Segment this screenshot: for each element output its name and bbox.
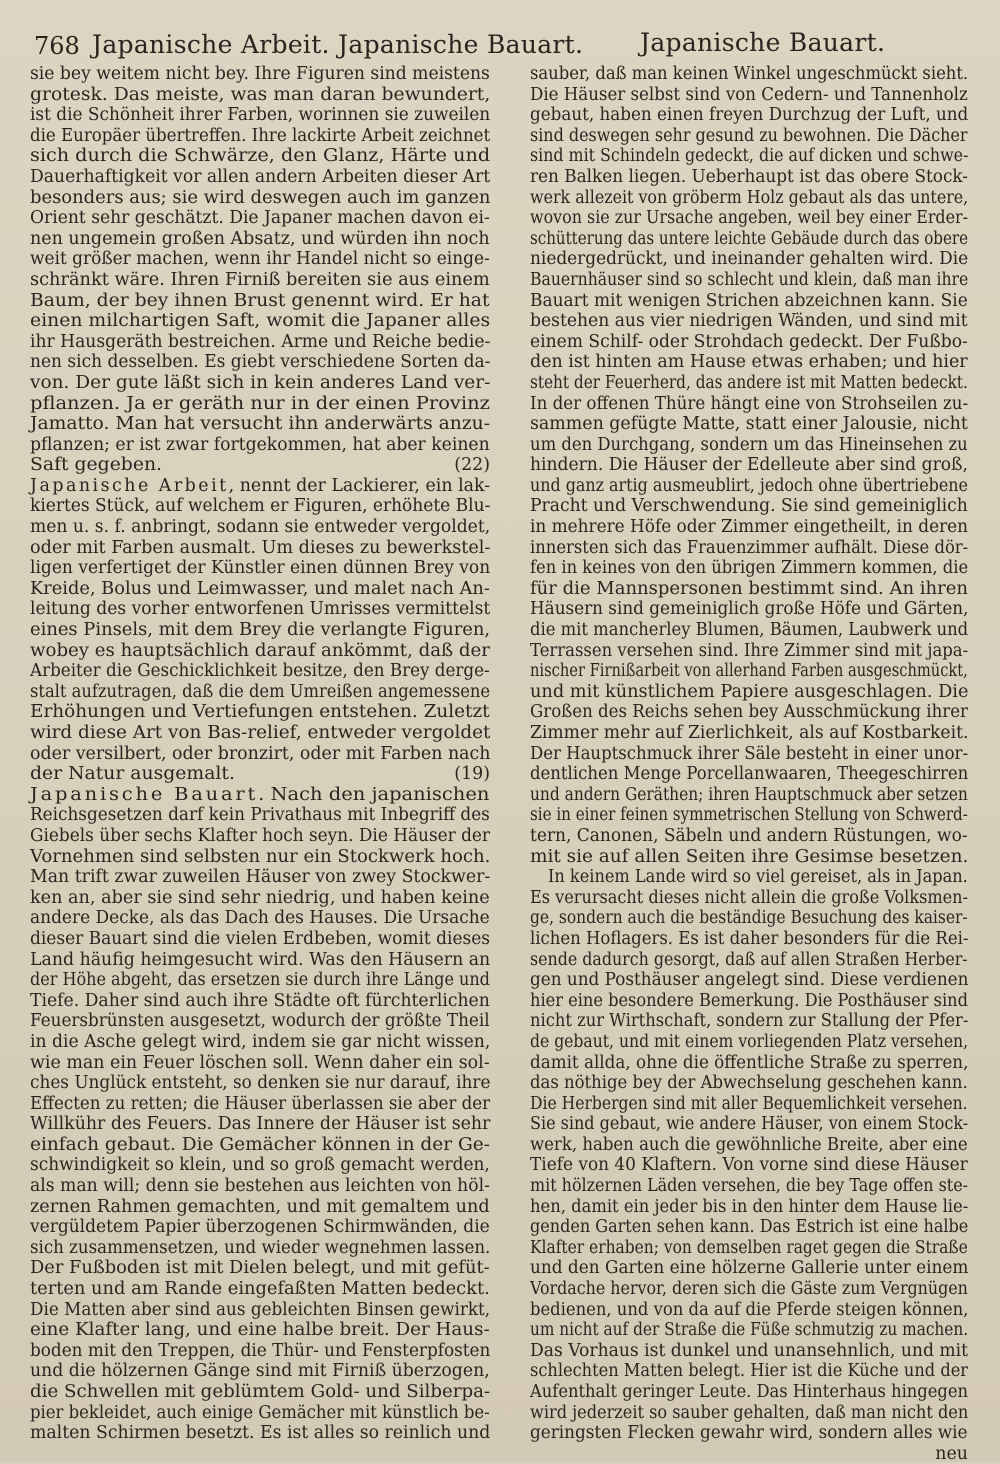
text-line-content: sauber, daß man keinen Winkel ungeschmückt sieht.: [530, 64, 969, 84]
footnote-number: (19): [454, 764, 490, 785]
text-line-content: sie bey weitem nicht bey. Ihre Figuren sind meistens: [30, 64, 490, 84]
text-line: [30, 991, 490, 1012]
text-line-content: um nicht auf der Straße die Füße schmutzig zu machen.: [530, 1320, 969, 1341]
text-line: [30, 1403, 490, 1424]
text-line: [530, 847, 968, 868]
text-line-content: innersten sich das Frauenzimmer aufhält. Diese dör-: [530, 537, 969, 558]
text-line-content: men u. s. f. anbringt, sodann sie entweder vergoldet,: [30, 517, 491, 538]
text-line-content: ren Balken liegen. Ueberhaupt ist das obere Stock-: [530, 166, 969, 187]
text-line-content: die Schwellen mit geblümtem Gold- und Silberpa-: [30, 1382, 491, 1402]
text-line-content: In keinem Lande wird so viel gereiset, als in Japan.: [548, 867, 968, 888]
text-line: [30, 702, 490, 723]
text-line: [530, 744, 968, 765]
text-line: [530, 352, 968, 373]
text-line-content: wie man ein Feuer löschen soll. Wenn daher ein sol-: [30, 1052, 490, 1073]
text-line: [530, 311, 968, 332]
text-line: [30, 1135, 490, 1156]
text-line: [30, 167, 490, 188]
text-line: [30, 599, 490, 620]
text-line-content: In der offenen Thüre hängt eine von Strohseilen zu-: [530, 393, 969, 414]
text-line-content: sind mit Schindeln gedeckt, die auf dicken und schwe-: [530, 146, 969, 167]
text-line-content: Die Matten aber sind aus gebleichten Binsen gewirkt,: [30, 1299, 491, 1320]
text-line-content: sich zusammensetzen, und wieder wegnehmen lassen.: [30, 1237, 491, 1258]
text-line-content: und andern Geräthen; ihren Hauptschmuck aber setzen: [530, 784, 968, 805]
text-line-content: lichen Hoflagers. Es ist daher besonders für die Rei-: [530, 928, 969, 949]
text-line: [530, 991, 968, 1012]
text-line: [30, 764, 490, 785]
text-line: [530, 394, 968, 415]
text-line-content: Bauart mit wenigen Strichen abzeichnen kann. Sie: [530, 290, 968, 311]
text-line-content: Zimmer mehr auf Zierlichkeit, als auf Kostbarkeit.: [530, 723, 969, 743]
text-line-content: Kreide, Bolus und Leimwasser, und malet nach An-: [30, 578, 490, 599]
text-line: [530, 785, 968, 806]
text-line-content: Effecten zu retten; die Häuser überlassen sie aber der: [30, 1093, 491, 1114]
text-line: [30, 455, 490, 476]
text-line: [30, 558, 490, 579]
page-number: 768: [34, 32, 80, 60]
text-line-content: Die Häuser selbst sind von Cedern- und Tannenholz: [530, 84, 968, 105]
text-line-content: bestehen aus vier niedrigen Wänden, und sind mit: [530, 311, 968, 332]
text-line: [530, 1382, 968, 1403]
text-line-content: die mit mancherley Blumen, Bäumen, Laubwerk und: [530, 620, 969, 641]
text-line-content: Es verursacht dieses nicht allein die große Volksmen-: [530, 887, 968, 908]
text-line: [30, 1382, 490, 1403]
text-line: [530, 249, 968, 270]
text-line: [30, 723, 490, 744]
text-line-content: tern, Canonen, Säbeln und andern Rüstungen, wo-: [530, 825, 968, 846]
text-line-content: Das Vorhaus ist dunkel und unansehnlich, und mit: [530, 1340, 969, 1361]
text-line: [530, 85, 968, 106]
text-line-content: Klafter erhaben; von demselben raget gegen die Straße: [530, 1237, 968, 1258]
text-line-content: nen ungemein großen Absatz, und würden ihn noch: [30, 228, 490, 249]
text-line: [30, 1197, 490, 1218]
text-line: [30, 1176, 490, 1197]
text-line: [30, 435, 490, 456]
text-line: [530, 1114, 968, 1135]
text-line: [530, 332, 968, 353]
text-line-content: für die Mannspersonen bestimmt sind. An ihren: [530, 578, 969, 599]
text-line: [30, 105, 490, 126]
text-line-content: hen, damit ein jeder bis in den hinter dem Hause lie-: [530, 1196, 969, 1217]
text-line-content: zernen Rahmen gemachten, und mit gemaltem und: [30, 1196, 490, 1217]
text-line: [530, 826, 968, 847]
text-line: [530, 517, 968, 538]
text-line: [530, 599, 968, 620]
text-line: [30, 1279, 490, 1300]
entry-term-bauart: Japanische Bauart: [30, 784, 259, 805]
text-line-content: Land häufig heimgesucht wird. Was den Häusern an: [30, 949, 491, 970]
entry-heading-line: [30, 785, 490, 806]
text-line: [530, 373, 968, 394]
text-line-content: dentlichen Menge Porcellanwaaren, Theegeschirren: [530, 764, 969, 785]
text-line: [30, 1217, 490, 1238]
text-line-content: Willkühr des Feuers. Das Innere der Häuser ist sehr: [30, 1114, 491, 1135]
paragraph-lacquer-continued: [30, 64, 490, 455]
text-line: [530, 455, 968, 476]
text-line: [30, 188, 490, 209]
text-line-content: bedienen, und von da auf die Pferde steigen können,: [530, 1299, 969, 1320]
text-line-content: sammen gefügte Matte, statt einer Jalousie, nicht: [530, 414, 968, 435]
text-line-content: sind deswegen sehr gesund zu bewohnen. Die Dächer: [530, 125, 968, 146]
text-line: [30, 1114, 490, 1135]
text-line-content: eines Pinsels, mit dem Brey die verlangte Figuren,: [30, 620, 491, 641]
text-line-content: Dauerhaftigkeit vor allen andern Arbeiten dieser Art: [30, 166, 491, 187]
text-line: [30, 1341, 490, 1362]
text-line: [30, 126, 490, 147]
text-line: [530, 764, 968, 785]
text-line-content: steht der Feuerherd, das andere ist mit Matten bedeckt.: [530, 372, 968, 393]
text-line: [530, 126, 968, 147]
text-line-content: schütterung das untere leichte Gebäude durch das obere: [530, 228, 969, 249]
text-line-content: Aufenthalt geringer Leute. Das Hinterhaus hingegen: [530, 1382, 968, 1402]
text-line-content: mit hölzernen Läden versehen, die bey Tage offen ste-: [530, 1176, 969, 1197]
text-line: [530, 146, 968, 167]
text-line-content: kiertes Stück, auf welchem er Figuren, erhöhete Blu-: [30, 496, 491, 517]
text-line: [530, 723, 968, 744]
text-line-content: wovon sie zur Ursache angeben, weil bey einer Erder-: [530, 208, 968, 229]
text-line-content: werk, haben auch die gewöhnliche Breite, aber eine: [530, 1134, 968, 1155]
text-line: [30, 1361, 490, 1382]
text-line-content: mit sie auf allen Seiten ihre Gesimse besetzen.: [530, 846, 969, 867]
text-line: [530, 620, 968, 641]
text-line: [530, 970, 968, 991]
text-line: [530, 270, 968, 291]
text-line-content: Bauernhäuser sind so schlecht und klein, daß man ihre: [530, 269, 969, 290]
text-line: [30, 1155, 490, 1176]
text-line-content: besonders aus; sie wird deswegen auch im ganzen: [30, 187, 491, 208]
text-line-content: sie in einer feinen symmetrischen Stellung von Schwerd-: [530, 805, 968, 826]
text-line: [530, 1176, 968, 1197]
text-line: [30, 352, 490, 373]
text-line-content: Saft gegeben.: [30, 455, 163, 476]
text-line: [30, 744, 490, 765]
catchword-line: [530, 1444, 968, 1464]
text-line: [30, 620, 490, 641]
text-line-content: . Nach den japanischen: [258, 784, 490, 805]
text-line-content: Man trift zwar zuweilen Häuser von zwey Stockwer-: [30, 867, 491, 888]
footnote-number: (22): [454, 455, 490, 476]
text-line: [30, 1094, 490, 1115]
text-line-content: Arbeiter die Geschicklichkeit besitze, den Brey derge-: [30, 661, 490, 682]
text-line: [530, 1279, 968, 1300]
text-line: [530, 64, 968, 85]
text-line: [30, 64, 490, 85]
text-line-content: Reichsgesetzen darf kein Privathaus mit Inbegriff des: [30, 805, 490, 826]
running-head-left: Japanische Arbeit. Japanische Bauart.: [92, 30, 584, 59]
text-line-content: nischer Firnißarbeit von allerhand Farben ausgeschmückt,: [530, 661, 968, 682]
paragraph-bauart: [30, 805, 490, 1443]
entry-term-arbeit: Japanische Arbeit: [30, 475, 229, 496]
text-line: [30, 888, 490, 909]
text-line-content: andere Decke, als das Dach des Hauses. Die Ursache: [30, 908, 490, 929]
text-line: [530, 1053, 968, 1074]
text-line-content: Vordache hervor, deren sich die Gäste zum Vergnügen: [530, 1279, 968, 1300]
text-line-content: Erhöhungen und Vertiefungen entstehen. Zuletzt: [30, 702, 490, 723]
text-line-content: Häusern sind gemeiniglich große Höfe und Gärten,: [530, 599, 969, 620]
text-line-content: Giebels über sechs Klafter hoch seyn. Die Häuser der: [30, 825, 491, 846]
text-line: [30, 1011, 490, 1032]
text-line-content: sich durch die Schwärze, den Glanz, Härte und: [30, 146, 491, 167]
text-line-content: ge, sondern auch die beständige Besuchung des kaiser-: [530, 908, 968, 929]
text-line-content: pflanzen. Ja er geräth nur in der einen Provinz: [30, 393, 490, 414]
text-line-content: schränkt wäre. Ihren Firniß bereiten sie aus einem: [30, 269, 490, 290]
text-line: [30, 1320, 490, 1341]
text-line: [530, 1217, 968, 1238]
text-line: [530, 208, 968, 229]
text-line: [530, 929, 968, 950]
text-line-content: eine Klafter lang, und eine halbe breit. Der Haus-: [30, 1320, 490, 1341]
text-line-content: damit allda, ohne die öffentliche Straße zu sperren,: [530, 1052, 969, 1073]
text-line: [30, 1053, 490, 1074]
entry-heading-line: [30, 476, 490, 497]
text-line: [30, 1300, 490, 1321]
text-line-content: boden mit den Treppen, die Thür- und Fensterpfosten: [30, 1340, 491, 1361]
text-line: [530, 105, 968, 126]
text-line-content: oder versilbert, oder bronzirt, oder mit Farben nach: [30, 743, 491, 764]
text-line: [530, 167, 968, 188]
text-line-content: von. Der gute läßt sich in kein anderes Land ver-: [30, 372, 491, 393]
text-line: [530, 1032, 968, 1053]
text-line-content: das nöthige bey der Abwechselung geschehen kann.: [530, 1073, 968, 1094]
text-line: [530, 496, 968, 517]
text-line-content: einen milchartigen Saft, womit die Japaner alles: [30, 311, 491, 332]
text-line: [530, 1135, 968, 1156]
text-line: [30, 682, 490, 703]
text-line-content: Der Hauptschmuck ihrer Säle besteht in einer unor-: [530, 743, 969, 764]
text-line-content: um den Durchgang, sondern um das Hineinsehen zu: [530, 434, 968, 455]
text-line: [530, 1011, 968, 1032]
text-line: [30, 538, 490, 559]
text-line-content: Pracht und Verschwendung. Sie sind gemeiniglich: [530, 496, 968, 517]
text-line: [530, 291, 968, 312]
paragraph-travel: [530, 867, 968, 1444]
text-line-content: und ganz artig ausmeublirt, jedoch ohne übertriebene: [530, 475, 968, 496]
text-line: [530, 682, 968, 703]
paragraph-arbeit: [30, 496, 490, 764]
text-line: [530, 414, 968, 435]
text-line: [30, 332, 490, 353]
text-line: [530, 1361, 968, 1382]
text-line: [30, 414, 490, 435]
text-line-content: dieser Bauart sind die vielen Erdbeben, womit dieses: [30, 928, 490, 949]
text-line-content: schlechten Matten belegt. Hier ist die Küche und der: [530, 1361, 969, 1382]
text-line: [530, 579, 968, 600]
text-line: [30, 394, 490, 415]
text-line: [530, 1238, 968, 1259]
text-line: [530, 641, 968, 662]
text-line-content: Orient sehr geschätzt. Die Japaner machen davon ei-: [30, 208, 490, 229]
text-line: [530, 1403, 968, 1424]
text-line: [530, 805, 968, 826]
text-line: [530, 702, 968, 723]
text-line-content: Feuersbrünsten ausgesetzt, wodurch der größte Theil: [30, 1011, 490, 1032]
text-line-content: nen sich desselben. Es giebt verschiedene Sorten da-: [30, 352, 491, 373]
running-head-right: Japanische Bauart.: [640, 28, 886, 57]
text-line: [30, 496, 490, 517]
left-column: [30, 64, 490, 1444]
text-line: [30, 270, 490, 291]
text-line-content: weit größer machen, wenn ihr Handel nicht so einge-: [30, 249, 490, 270]
page-header: [0, 28, 1000, 68]
text-line-content: grotesk. Das meiste, was man daran bewundert,: [30, 84, 491, 105]
text-line: [30, 908, 490, 929]
text-line-content: , nennt der Lackierer, ein lak-: [228, 475, 491, 496]
text-line: [530, 888, 968, 909]
text-line-content: Großen des Reichs sehen bey Ausschmückung ihrer: [530, 702, 968, 723]
text-line: [530, 1073, 968, 1094]
text-line-content: Der Fußboden ist mit Dielen belegt, und mit gefüt-: [30, 1258, 490, 1279]
text-line-content: ken an, aber sie sind sehr niedrig, und haben keine: [30, 887, 490, 908]
text-line: [530, 1341, 968, 1362]
text-line-content: einem Schilf- oder Strohdach gedeckt. Der Fußbo-: [530, 331, 968, 352]
text-line-content: und den Garten eine hölzerne Gallerie unter einem: [530, 1258, 969, 1279]
text-line-content: ist die Schönheit ihrer Farben, worinnen sie zuweilen: [30, 105, 491, 126]
text-line-content: Die Herbergen sind mit aller Bequemlichkeit versehen.: [530, 1093, 968, 1114]
text-line: [30, 1073, 490, 1094]
text-line-content: leitung des vorher entworfenen Umrisses vermittelst: [30, 599, 491, 620]
text-line-content: schwindigkeit so klein, und so groß gemacht werden,: [30, 1155, 490, 1176]
text-line: [530, 1300, 968, 1321]
text-line: [30, 867, 490, 888]
text-line-content: wird diese Art von Bas-relief, entweder vergoldet: [30, 723, 491, 743]
text-line-content: der Natur ausgemalt.: [30, 764, 235, 785]
text-line: [30, 1258, 490, 1279]
text-line: [30, 1032, 490, 1053]
text-line-content: hier eine besondere Bemerkung. Die Posthäuser sind: [530, 990, 968, 1011]
text-line: [530, 867, 968, 888]
text-line-content: Terrassen versehen sind. Ihre Zimmer sind mit japa-: [530, 640, 969, 661]
text-line-content: als man will; denn sie bestehen aus leichten von höl-: [30, 1176, 490, 1197]
text-line-content: geringsten Flecken gewahr wird, sondern alles wie: [530, 1423, 968, 1444]
text-line: [530, 950, 968, 971]
text-line: [530, 538, 968, 559]
text-line: [30, 208, 490, 229]
text-line: [30, 291, 490, 312]
text-line: [530, 1320, 968, 1341]
text-line-content: werk allezeit von gröberm Holz gebaut als das untere,: [530, 187, 969, 208]
text-line: [30, 641, 490, 662]
text-line-content: oder mit Farben ausmalt. Um dieses zu bewerkstel-: [30, 537, 491, 558]
text-line-content: hindern. Die Häuser der Edelleute aber sind groß,: [530, 455, 968, 476]
text-line: [30, 229, 490, 250]
text-line-content: Baum, der bey ihnen Brust genennt wird. Er hat: [30, 290, 490, 311]
text-line-content: in mehrere Höfe oder Zimmer eingetheilt, in deren: [530, 517, 969, 538]
text-line: [30, 1238, 490, 1259]
text-line-content: stalt aufzutragen, daß die dem Umreißen angemessene: [30, 681, 491, 702]
text-line-content: und die hölzernen Gänge sind mit Firniß überzogen,: [30, 1361, 490, 1382]
text-line-content: und mit künstlichem Papiere ausgeschlagen. Die: [530, 681, 969, 702]
text-line-content: einfach gebaut. Die Gemächer können in der Ge-: [30, 1134, 490, 1155]
text-line: [30, 373, 490, 394]
text-line-content: Tiefe. Daher sind auch ihre Städte oft fürchterlichen: [30, 990, 490, 1011]
text-line: [30, 847, 490, 868]
text-line: [530, 1423, 968, 1444]
text-line-content: de gebaut, und mit einem vorliegenden Platz versehen,: [530, 1031, 969, 1052]
text-line-content: Vornehmen sind selbsten nur ein Stockwerk hoch.: [30, 846, 491, 867]
text-line-content: Sie sind gebaut, wie andere Häuser, von einem Stock-: [530, 1114, 969, 1135]
text-line-content: wobey es hauptsächlich darauf ankömmt, daß der: [30, 640, 490, 661]
text-line: [530, 558, 968, 579]
text-line-content: terten und am Rande eingefaßten Matten bedeckt.: [30, 1279, 490, 1300]
text-line-content: ihr Hausgeräth bestreichen. Arme und Reiche bedie-: [30, 331, 491, 352]
right-column: [530, 64, 968, 1464]
text-line-content: die Europäer übertreffen. Ihre lackirte Arbeit zeichnet: [30, 125, 491, 146]
text-line-content: sende dadurch gesorgt, daß auf allen Straßen Herber-: [530, 949, 968, 970]
text-line-content: in die Asche gelegt wird, indem sie gar nicht wissen,: [30, 1031, 491, 1052]
text-line-content: malten Schirmen besetzt. Es ist alles so reinlich und: [30, 1423, 491, 1444]
text-line: [30, 311, 490, 332]
text-line: [530, 1258, 968, 1279]
text-line: [530, 1197, 968, 1218]
text-line-content: niedergedrückt, und ineinander gehalten wird. Die: [530, 249, 969, 270]
text-line: [30, 146, 490, 167]
text-line-content: gen und Posthäuser angelegt sind. Diese verdienen: [530, 970, 969, 991]
text-line: [530, 435, 968, 456]
text-line: [530, 1094, 968, 1115]
text-line-content: pflanzen; er ist zwar fortgekommen, hat aber keinen: [30, 434, 490, 455]
text-line: [30, 249, 490, 270]
text-line: [30, 929, 490, 950]
text-line-content: pier bekleidet, auch einige Gemächer mit künstlich be-: [30, 1402, 490, 1423]
text-line: [30, 826, 490, 847]
text-line-content: vergüldetem Papier überzogenen Schirmwänden, die: [30, 1217, 490, 1238]
text-line: [530, 661, 968, 682]
text-line-content: Tiefe von 40 Klaftern. Von vorne sind diese Häuser: [530, 1155, 968, 1176]
text-line-content: nicht zur Wirthschaft, sondern zur Stallung der Pfer-: [530, 1011, 969, 1032]
text-line: [30, 579, 490, 600]
text-line: [30, 1423, 490, 1444]
text-line: [30, 970, 490, 991]
text-line-content: Jamatto. Man hat versucht ihn anderwärts anzu-: [30, 414, 491, 435]
text-line: [30, 661, 490, 682]
text-line-content: wird jederzeit so sauber gehalten, daß man nicht den: [530, 1402, 969, 1423]
text-line: [530, 476, 968, 497]
text-line-content: ligen verfertiget der Künstler einen dünnen Brey von: [30, 558, 491, 579]
text-line: [30, 517, 490, 538]
catchword: neu: [935, 1443, 968, 1464]
text-line: [30, 85, 490, 106]
text-line: [530, 188, 968, 209]
text-line: [30, 805, 490, 826]
text-line: [530, 229, 968, 250]
text-line-content: genden Garten sehen kann. Das Estrich ist eine halbe: [530, 1217, 969, 1238]
text-line-content: den ist hinten am Hause etwas erhaben; und hier: [530, 352, 968, 373]
text-line-content: ches Unglück entsteht, so denken sie nur darauf, ihre: [30, 1073, 491, 1094]
text-line: [530, 1155, 968, 1176]
text-line: [530, 908, 968, 929]
text-line-content: gebaut, haben einen freyen Durchzug der Luft, und: [530, 105, 969, 126]
paragraph-bauart-continued: [530, 64, 968, 867]
text-line: [30, 950, 490, 971]
text-line-content: der Höhe abgeht, das ersetzen sie durch ihre Länge und: [30, 970, 490, 991]
text-line-content: fen in keines von den übrigen Zimmern kommen, die: [530, 558, 969, 579]
